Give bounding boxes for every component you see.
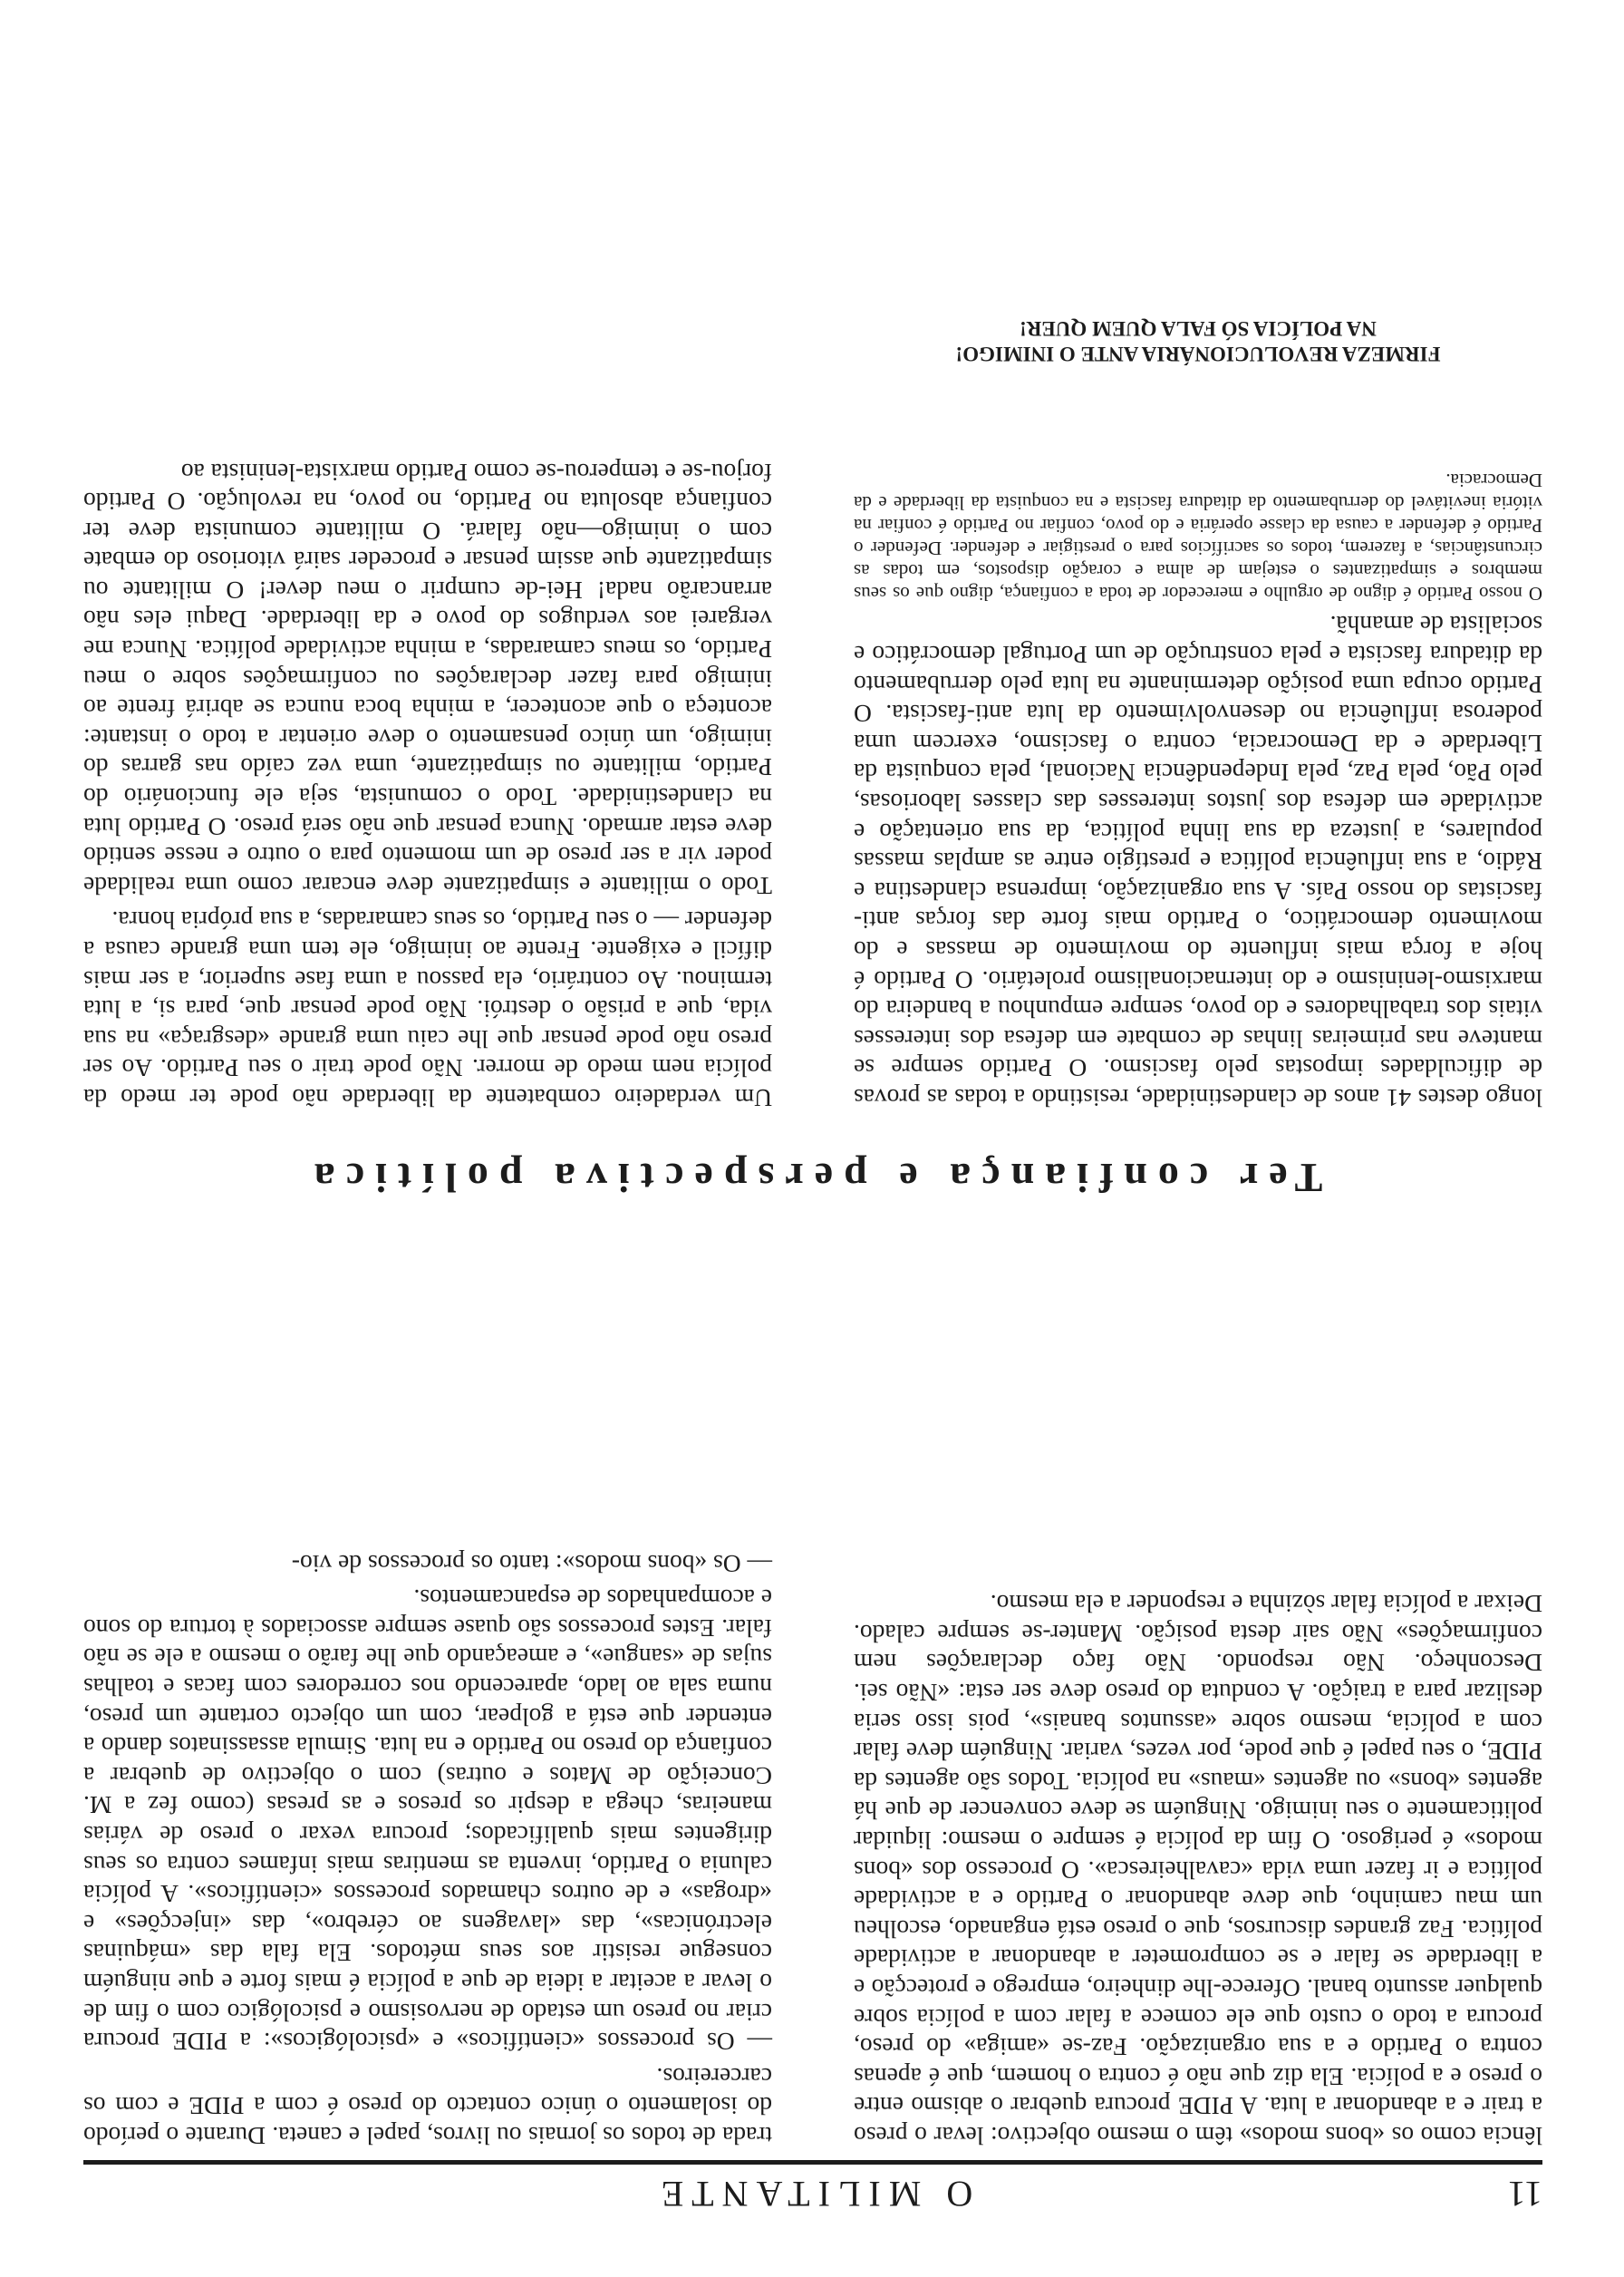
page-number: 11 [1507,2174,1542,2214]
column-top-right [83,1543,772,2150]
paragraph: — Os «bons modos»: tanto os processos de vio- [291,1549,772,1578]
paragraph: Todo o militante e simpatizante deve encarar como uma realidade poder vir a ser preso de um momento para o outro e nesse sentido deve estar armado. Nunca pensar que não será preso. O Partido luta na clandestinidade. Todo o comunista, seja ele funcionário do Partido, militante ou simpatizante, uma vez caído nas garras do inimigo, um único pensamento o deve orientar a todo o instante: aconteça o que acontecer, a minha boca nunca se abrirá frente ao inimigo para fazer declarações ou confirmações sobre o meu Partido, os meus camaradas, a minha actividade política. Nunca me vergarei aos verdugos do povo e da liberdade. Daqui eles não arrancarão nada! Hei-de cumprir o meu dever! O militante ou simpatizante que assim pensar e proceder sairá vitorioso do embate com o inimigo—não falará. O militante comunista deve ter confiança absoluta no Partido, no povo, na revolução. O Partido forjou-se e temperou-se como Partido marxista-leninista ao [83,458,772,900]
column-bottom-left [854,463,1542,1112]
slogan-line: FIRMEZA REVOLUCIONÁRIA ANTE O INIMIGO! [955,343,1441,365]
paragraph: trada de todos os jornais ou livros, papel e caneta. Durante o período do isolamento o único contacto do preso é com a PIDE e com os carcereiros. [83,2062,772,2150]
paragraph-small: O nosso Partido é digno de orgulho e merecedor de toda a confiança, digno que os seus membros e simpatizantes o estejam de alma e coração dispostos, em todas as circunstâncias, a fazerem, todos os sacrifícios para o prestigiar e defender. Defender o Partido é defender a causa da classe operária e do povo, confiar no Partido é confiar na vitória inevitável do derrubamento da ditadura fascista e na conquista da liberdade e da Democracia. [854,469,1542,605]
publication-title: O MILITANTE [652,2174,973,2214]
slogan-box [854,315,1542,366]
section-title: Ter confiança e perspectiva política [303,1155,1323,1201]
paragraph: Um verdadeiro combatente da liberdade não pode ter medo da polícia nem medo de morrer. Não pode trair o seu Partido. Ao ser preso não pode pensar que lhe caiu uma grande «desgraça» na sua vida, que a prisão o destrói. Não pode pensar que, para si, a luta terminou. Ao contrário, ela passou a uma fase superior, a ser mais difícil e exigente. Frente ao inimigo, ele tem uma grande causa a defender — o seu Partido, os seus camaradas, a sua própria honra. [83,906,772,1112]
page-header [83,2168,1542,2223]
paragraph: lência como os «bons modos» têm o mesmo objectivo: levar o preso a trair e a abandonar a luta. A PIDE procura quebrar o abismo entre o preso e a polícia. Ela diz que não é contra o homem, que é apenas contra o Partido e a sua organização. Faz-se «amiga» do preso, procura a todo o custo que ele comece a falar com a polícia sobre qualquer assunto banal. Oferece-lhe dinheiro, emprego e protecção e a liberdade se falar e se comprometer a abandonar a actividade política. Faz grandes discursos, que o preso está enganado, escolheu um mau caminho, que deve abandonar o Partido e a actividade política e ir fazer uma vida «cavalheiresca». O processo dos «bons modos» é perigoso. O fim da polícia é sempre o mesmo: liquidar politicamente o seu inimigo. Ninguém se deve convencer de que há agentes «bons» ou agentes «maus» na polícia. Todos são agentes da PIDE, o seu papel é que pode, por vezes, variar. Ninguém deve falar com a polícia, mesmo sobre «assuntos banais», pois isso seria deslizar para a traição. A conduta do preso deve ser esta: «Não sei. Desconheço. Não respondo. Não faço declarações nem confirmações» Não sair desta posição. Manter-se sempre calado. Deixar a polícia falar sòzinha e responder a ela mesmo. [854,1590,1542,2150]
header-rule [83,2160,1542,2165]
paragraph: longo destes 41 anos de clandestinidade, resistindo a todas as provas de dificuldades impostas pelo fascismo. O Partido sempre se manteve nas primeiras linhas de combate em defesa dos interesses vitais dos trabalhadores e do povo, sempre empunhou a bandeira do marxismo-leninismo e do internacionalismo proletário. O Partido é hoje a força mais influente do movimento de massas e do movimento democrático, o Partido mais forte das forças anti-fascistas do nosso País. A sua organização, imprensa clandestina e Rádio, a sua influência política e prestígio entre as amplas massas populares, a justeza da sua linha política, da sua orientação e actividade em defesa dos justos interesses das classes laboriosas, pelo Pão, pela Paz, pela Independência Nacional, pela conquista da Liberdade e da Democracia, contra o fascismo, exercem uma poderosa influência no desenvolvimento da luta anti-fascista. O Partido ocupa uma posição determinante na luta pelo derrubamento da ditadura fascista e pela construção de um Portugal democrático e socialista de amanhã. [854,611,1542,1112]
paragraph: — Os processos «científicos» e «psicológicos»: a PIDE procura criar no preso um estado de nervosismo e psicológico com o fim de o levar a aceitar a ideia de que a polícia é mais forte e que ninguém consegue resistir aos seus métodos. Ela fala das «máquinas electrónicas», das «lavagens ao cérebro», das «injecções» e «drogas» e de outros chamados processos «científicos». A polícia calunia o Partido, inventa as mentiras mais infames contra os seus dirigentes mais qualificados; procura vexar o preso de várias maneiras, chega a despir os presos e as presas (como fez a M. Conceição de Matos e outras) com o objectivo de quebrar a confiança do preso no Partido e na luta. Simula assassinatos dando a entender que está a golpear, com um objecto cortante um preso, numa sala ao lado, aparecendo nos corredores com facas e toalhas sujas de «sangue», e ameaçando que lhe farão o mesmo a ele se não falar. Estes processos são quase sempre associados à tortura do sono e acompanhados de espancamentos. [83,1584,772,2057]
column-bottom-right [83,451,772,1112]
column-top-left [854,1584,1542,2150]
slogan-line: NA POLÍCIA SÓ FALA QUEM QUER! [1020,317,1377,340]
